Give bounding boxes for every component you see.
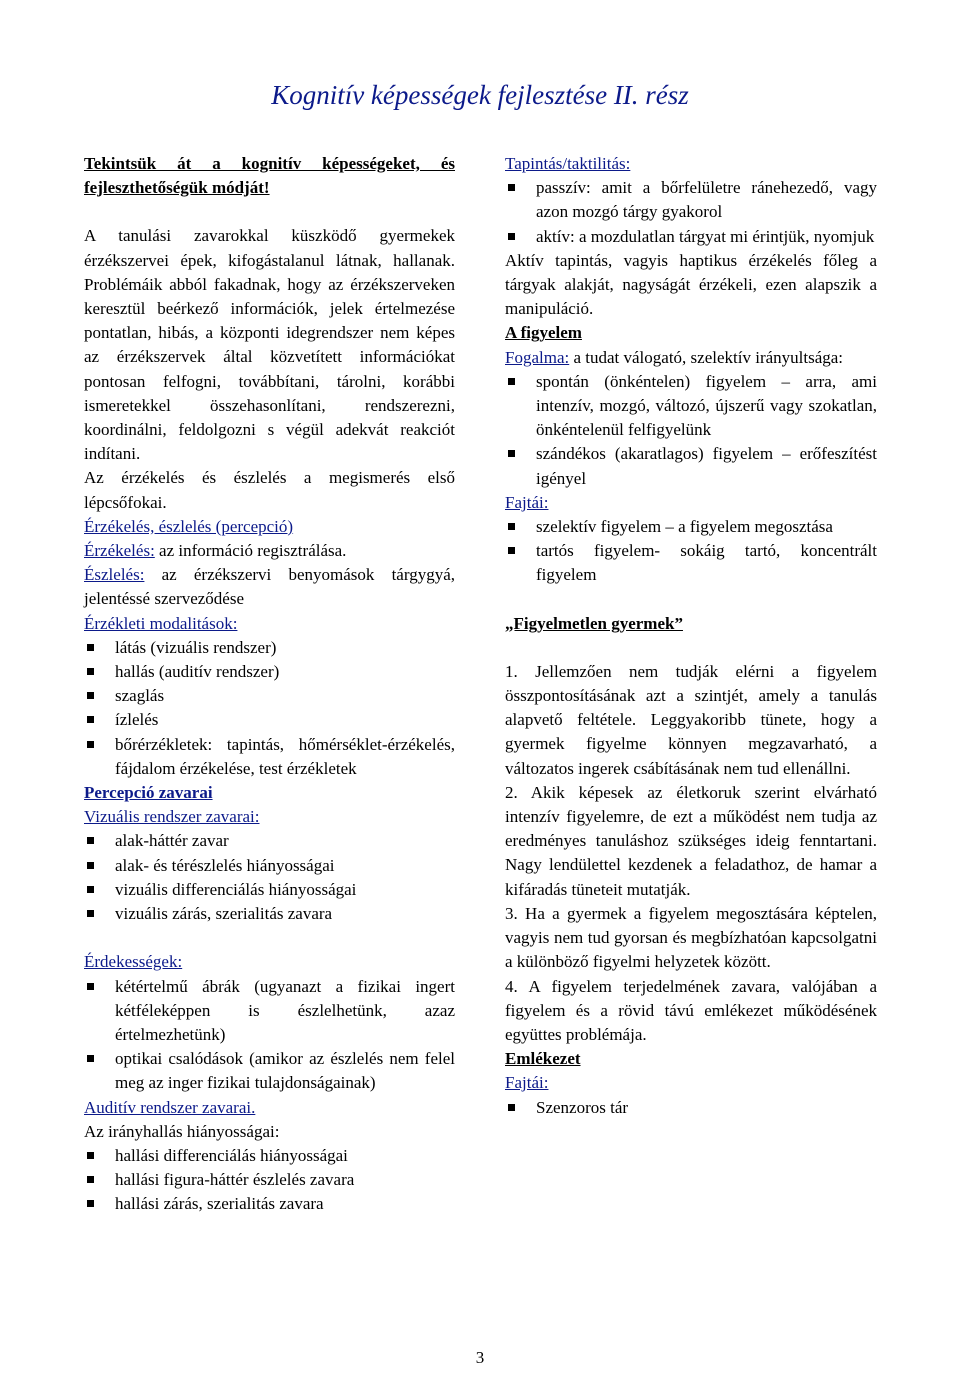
numbered-paragraph: 1. Jellemzően nem tudják elérni a figyelem összpontosításának azt a szintjét, amely a tanulás alapvető feltétele. Leggyakoribb tünete, hogy a gyermek figyelme könnyen megzavarható, a változatos ingerek csábításának nem tud ellenállni. [505, 661, 877, 778]
attention-heading: A figyelem [505, 323, 582, 343]
intro-paragraph: A tanulási zavarokkal küszködő gyermekek érzékszervei épek, kifogástalanul látnak, hallanak. Problémáik abból fakadnak, hogy az érzékszerveken keresztül beérkező információk, jelek értelmezése pontatlan, hibás, a központi idegrendszer nem képes az érzékszervek által közvetített információkat pontosan felfogni, továbbítani, tárolni, korábbi ismeretekkel összehasonlítani, rendszerezni, koordinálni, feldolgozni s végül adekvát reakciót indítani. [84, 226, 455, 464]
modalities-label: Érzékleti modalitások: [84, 613, 238, 633]
list-item: Szenzoros tár [505, 1096, 877, 1120]
list-item: vizuális differenciálás hiányosságai [84, 878, 455, 902]
numbered-paragraph: 3. Ha a gyermek a figyelem megosztására képtelen, vagyis nem tud gyorsan és megbízhatóan kapcsolgatni a különböző figyelmi helyzetek között. [505, 903, 877, 972]
page-number: 3 [475, 1348, 485, 1367]
list-item: kétértelmű ábrák (ugyanazt a fizikai ingert kétféleképpen is észlelhetünk, azaz értelmezhetünk) [84, 975, 455, 1048]
list-item: hallás (auditív rendszer) [84, 660, 455, 684]
left-column [84, 152, 455, 1217]
sensation-text: az információ regisztrálása. [154, 541, 347, 561]
list-item: tartós figyelem- sokáig tartó, koncentrált figyelem [505, 539, 877, 587]
page-title: Kognitív képességek fejlesztése II. rész [271, 80, 689, 110]
visual-disorders-list [84, 829, 455, 926]
perception-label: Észlelés: [84, 565, 145, 585]
list-item: hallási differenciálás hiányosságai [84, 1144, 455, 1168]
perception-text: az érzékszervi benyomások tárgygyá, jelentéssé szerveződése [84, 565, 455, 609]
list-item: alak-háttér zavar [84, 829, 455, 853]
auditory-disorders-label: Auditív rendszer zavarai. [84, 1097, 256, 1117]
list-item: szándékos (akaratlagos) figyelem – erőfeszítést igényel [505, 442, 877, 490]
attention-types-list [505, 515, 877, 588]
memory-heading: Emlékezet [505, 1049, 581, 1069]
list-item: hallási zárás, szerialitás zavara [84, 1192, 455, 1216]
list-item: alak- és térészlelés hiányosságai [84, 854, 455, 878]
list-item: szaglás [84, 684, 455, 708]
direction-hearing-label: Az irányhallás hiányosságai: [84, 1121, 280, 1141]
sensation-label: Érzékelés: [84, 541, 155, 561]
concept-text: a tudat válogató, szelektív irányultsága: [569, 347, 844, 367]
intro-heading: Tekintsük át a kognitív képességeket, és fejleszthetőségük módját! [84, 154, 455, 198]
list-item: spontán (önkéntelen) figyelem – arra, ami intenzív, mozgó, változó, újszerű vagy szokatlan, önkéntelenül felfigyelünk [505, 370, 877, 443]
memory-list [505, 1096, 877, 1120]
perception-definition [84, 563, 455, 611]
curiosities-label: Érdekességek: [84, 952, 183, 972]
perception-heading: Érzékelés, észlelés (percepció) [84, 516, 294, 536]
numbered-paragraph: 4. A figyelem terjedelmének zavara, valójában a figyelem és a rövid távú emlékezet működésének együttes problémája. [505, 976, 877, 1044]
list-item: passzív: amit a bőrfelületre ránehezedő, vagy azon mozgó tárgy gyakorol [505, 176, 877, 224]
list-item: szelektív figyelem – a figyelem megosztása [505, 515, 877, 539]
attention-list [505, 370, 877, 491]
list-item: optikai csalódások (amikor az észlelés nem felel meg az inger fizikai tulajdonságainak) [84, 1047, 455, 1095]
list-item: ízlelés [84, 708, 455, 732]
right-column [505, 152, 877, 1120]
curiosities-list [84, 975, 455, 1096]
list-item: aktív: a mozdulatlan tárgyat mi érintjük, nyomjuk [505, 225, 877, 249]
sensation-definition [84, 539, 455, 563]
concept-label: Fogalma: [505, 347, 570, 367]
modalities-list [84, 636, 455, 781]
inattentive-child-heading: „Figyelmetlen gyermek” [505, 613, 683, 633]
auditory-disorders-list [84, 1144, 455, 1217]
attention-types-label: Fajtái: [505, 492, 549, 512]
list-item: hallási figura-háttér észlelés zavara [84, 1168, 455, 1192]
list-item: vizuális zárás, szerialitás zavara [84, 902, 455, 926]
list-item: látás (vizuális rendszer) [84, 636, 455, 660]
tactile-label: Tapintás/taktilitás: [505, 154, 631, 173]
disorders-heading: Percepció zavarai [84, 783, 213, 803]
haptic-paragraph: Aktív tapintás, vagyis haptikus érzékelés főleg a tárgyak alakját, nagyságát érzékeli, ezen alapszik a manipuláció. [505, 250, 877, 319]
numbered-paragraph: 2. Akik képesek az életkoruk szerint elvárható intenzív figyelemre, de ezt a működést nem tudja az eredményes tanuláshoz szükséges ideig fenntartani. Nagy lendülettel kezdenek a feladathoz, de hamar a kifáradás tüneteit mutatják. [505, 782, 877, 899]
memory-types-label: Fajtái: [505, 1073, 549, 1093]
attention-concept [505, 346, 877, 370]
tactile-list [505, 176, 877, 249]
visual-disorders-label: Vizuális rendszer zavarai: [84, 807, 260, 827]
perception-first-step: Az érzékelés és észlelés a megismerés első lépcsőfokai. [84, 468, 455, 512]
list-item: bőrérzékletek: tapintás, hőmérséklet-érzékelés, fájdalom érzékelése, test érzékletek [84, 733, 455, 781]
